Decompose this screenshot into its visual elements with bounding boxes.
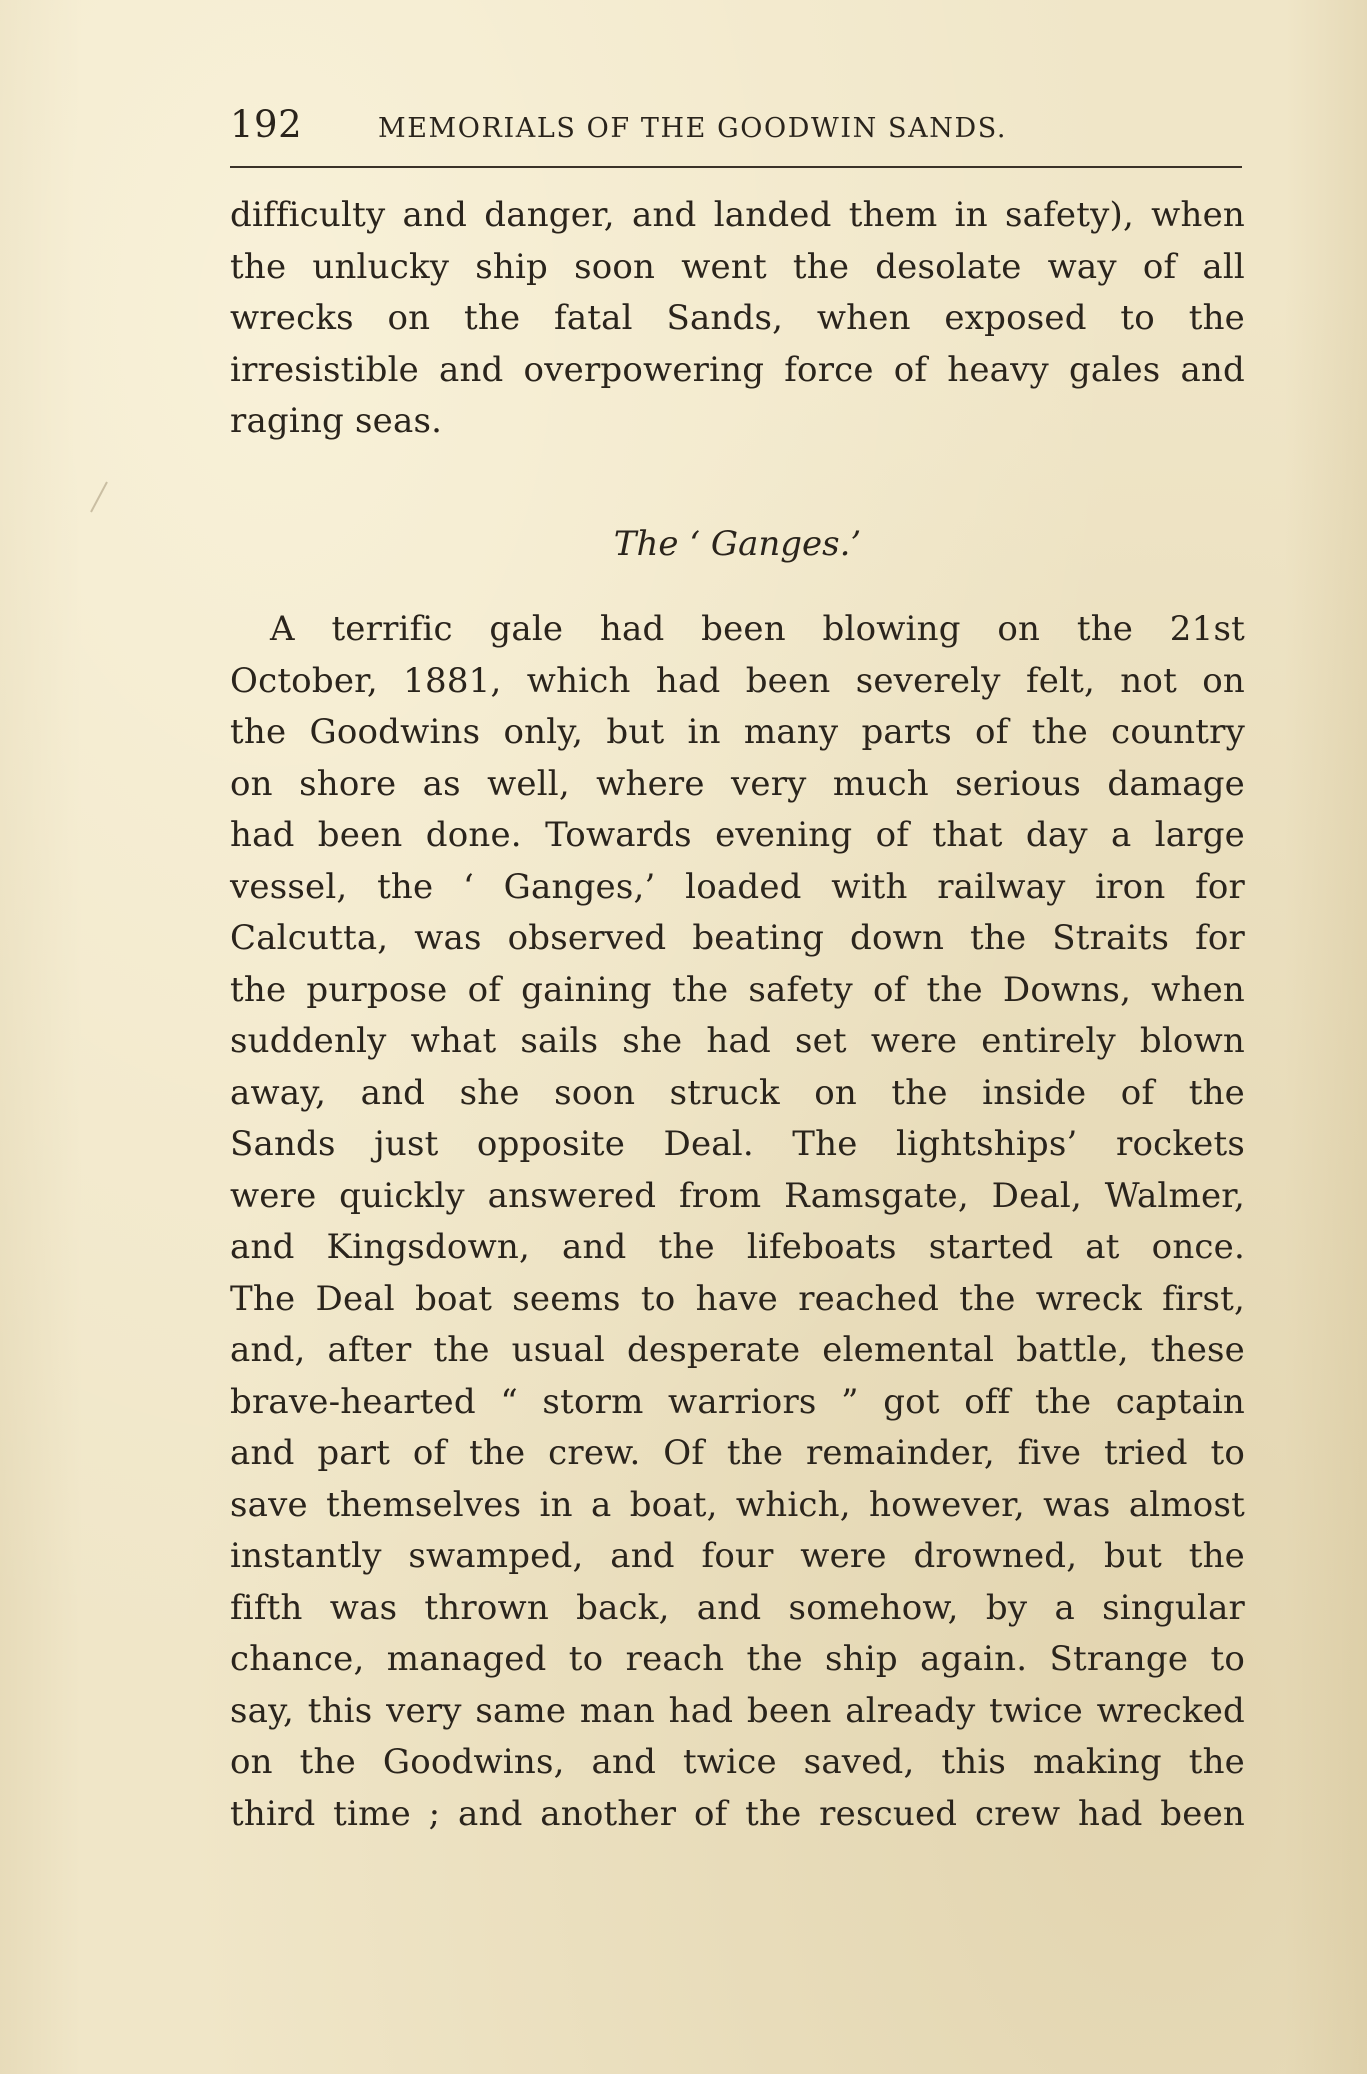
- running-head: MEMORIALS OF THE GOODWIN SANDS.: [378, 113, 1008, 144]
- text-line: suddenly what sails she had set were entirely blown: [230, 1021, 1245, 1061]
- text-line: brave-hearted “ storm warriors ” got off the captain: [230, 1381, 1245, 1422]
- header-rule: [230, 166, 1242, 168]
- text-line: had been done. Towards evening of that day a large: [230, 815, 1245, 855]
- text-line: A terrific gale had been blowing on the 21st: [270, 609, 1245, 649]
- text-line: were quickly answered from Ramsgate, Deal, Walmer,: [230, 1175, 1245, 1216]
- page-number: 192: [230, 103, 303, 146]
- text-line: on shore as well, where very much serious damage: [230, 763, 1245, 804]
- text-line: and part of the crew. Of the remainder, five tried to: [230, 1433, 1245, 1473]
- text-line: and, after the usual desperate elemental battle, these: [230, 1330, 1245, 1370]
- text-line: say, this very same man had been already twice wrecked: [230, 1690, 1245, 1731]
- text-line: chance, managed to reach the ship again. Strange to: [230, 1639, 1245, 1679]
- stray-pencil-mark: [90, 482, 108, 513]
- text-line: away, and she soon struck on the inside of the: [230, 1072, 1245, 1113]
- text-line: vessel, the ‘ Ganges,’ loaded with railway iron for: [230, 866, 1245, 907]
- text-line: raging seas.: [230, 401, 443, 441]
- text-line: irresistible and overpowering force of heavy gales and: [230, 349, 1245, 390]
- page-header: [230, 100, 1240, 150]
- text-line: October, 1881, which had been severely felt, not on: [230, 660, 1245, 701]
- text-line: fifth was thrown back, and somehow, by a singular: [230, 1587, 1245, 1628]
- text-line: instantly swamped, and four were drowned, but the: [230, 1536, 1245, 1576]
- text-line: the purpose of gaining the safety of the Downs, when: [230, 969, 1245, 1010]
- text-line: the unlucky ship soon went the desolate way of all: [230, 246, 1245, 287]
- text-line: Calcutta, was observed beating down the Straits for: [230, 918, 1245, 958]
- paragraph-2: [230, 604, 1245, 1840]
- text-line: The Deal boat seems to have reached the wreck first,: [230, 1278, 1245, 1319]
- text-line: save themselves in a boat, which, however, was almost: [230, 1484, 1245, 1525]
- text-line: difficulty and danger, and landed them in safety), when: [230, 195, 1245, 235]
- text-line: the Goodwins only, but in many parts of the country: [230, 712, 1245, 752]
- paragraph-1: [230, 190, 1245, 448]
- text-line: third time ; and another of the rescued crew had been: [230, 1793, 1245, 1834]
- text-line: on the Goodwins, and twice saved, this making the: [230, 1742, 1245, 1782]
- text-line: wrecks on the fatal Sands, when exposed to the: [230, 298, 1245, 338]
- section-heading: The ‘ Ganges.’: [613, 524, 862, 564]
- text-line: and Kingsdown, and the lifeboats started at once.: [230, 1227, 1245, 1267]
- text-line: Sands just opposite Deal. The lightships’ rockets: [230, 1124, 1245, 1164]
